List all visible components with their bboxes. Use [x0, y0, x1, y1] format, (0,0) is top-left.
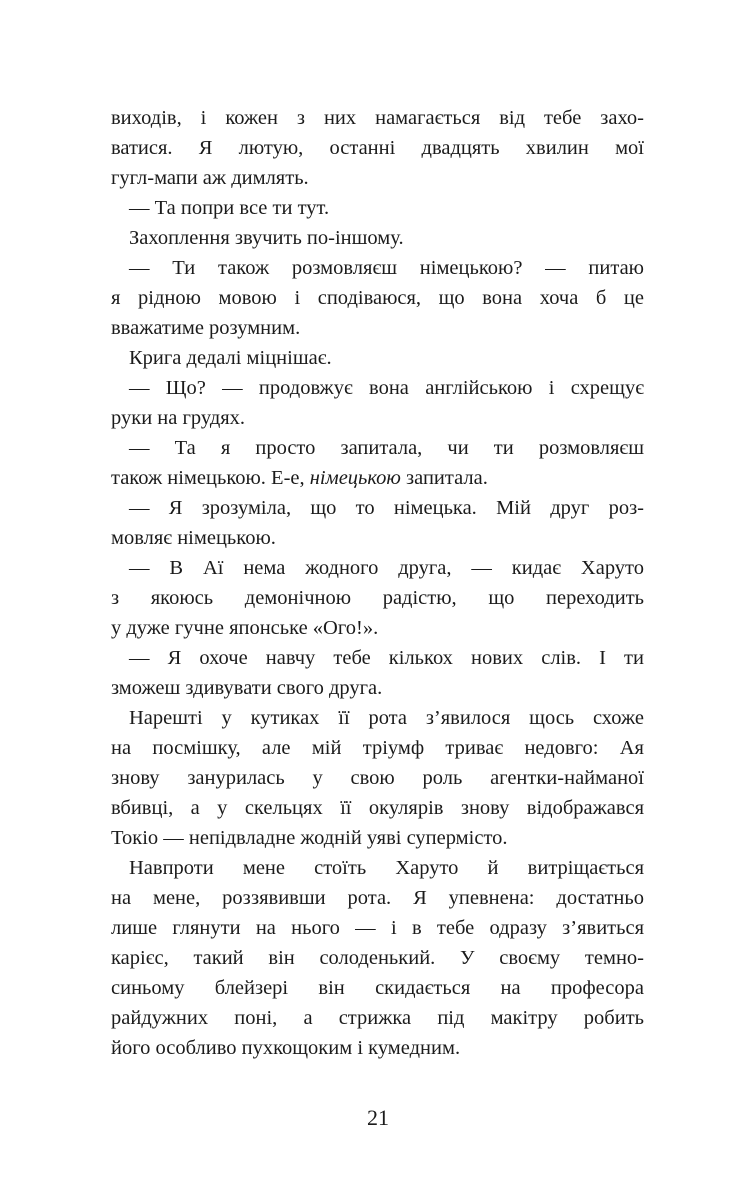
- text-line: [111, 643, 644, 673]
- text-segment: Навпроти мене стоїть Харуто й витріщається: [129, 857, 644, 879]
- text-segment: виходів, і кожен з них намагається від тебе захо-: [111, 107, 644, 129]
- text-line: [111, 943, 644, 973]
- text-line: [111, 433, 644, 463]
- text-line: [111, 973, 644, 1003]
- text-line: [111, 463, 644, 493]
- text-line: [111, 193, 644, 223]
- text-line: [111, 673, 644, 703]
- text-segment: синьому блейзері він скидається на професора: [111, 977, 644, 999]
- text-segment: — Та попри все ти тут.: [129, 197, 330, 219]
- text-segment: я рідною мовою і сподіваюся, що вона хоча б це: [111, 287, 644, 309]
- text-line: [111, 793, 644, 823]
- text-segment: — В Аї нема жодного друга, — кидає Харуто: [129, 557, 644, 579]
- text-segment: у дуже гучне японське «Ого!».: [111, 617, 379, 639]
- text-segment: — Я зрозуміла, що то німецька. Мій друг роз-: [129, 497, 644, 519]
- text-segment: руки на грудях.: [111, 407, 246, 429]
- text-line: [111, 913, 644, 943]
- text-line: [111, 103, 644, 133]
- text-segment: гугл-мапи аж димлять.: [111, 167, 309, 189]
- text-segment: — Ти також розмовляєш німецькою? — питаю: [129, 257, 644, 279]
- text-line: [111, 283, 644, 313]
- text-segment: — Я охоче навчу тебе кількох нових слів. І ти: [129, 647, 644, 669]
- text-line: [111, 1033, 644, 1063]
- text-segment: вбивці, а у скельцях її окулярів знову відображався: [111, 797, 644, 819]
- text-line: [111, 883, 644, 913]
- italic-text: німецькою: [309, 467, 401, 489]
- text-line: [111, 133, 644, 163]
- text-line: [111, 583, 644, 613]
- text-line: [111, 853, 644, 883]
- text-segment: з якоюсь демонічною радістю, що переходить: [111, 587, 644, 609]
- text-line: [111, 703, 644, 733]
- page-number: 21: [367, 1105, 389, 1130]
- text-segment: знову занурилась у свою роль агентки-найманої: [111, 767, 644, 789]
- text-segment: його особливо пухкощоким і кумедним.: [111, 1037, 461, 1059]
- text-segment: також німецькою. Е-е,: [111, 467, 310, 489]
- text-segment: ватися. Я лютую, останні двадцять хвилин мої: [111, 137, 644, 159]
- text-segment: карієс, такий він солоденький. У своєму темно-: [111, 947, 644, 969]
- text-segment: вважатиме розумним.: [111, 317, 301, 339]
- text-segment: запитала.: [400, 467, 488, 489]
- text-segment: мовляє німецькою.: [111, 527, 276, 549]
- text-line: [111, 493, 644, 523]
- text-line: [111, 313, 644, 343]
- page-text: [111, 103, 644, 1063]
- text-segment: на мене, роззявивши рота. Я упевнена: достатньо: [111, 887, 644, 909]
- text-line: [111, 373, 644, 403]
- text-line: [111, 163, 644, 193]
- text-segment: Захоплення звучить по-іншому.: [129, 227, 404, 249]
- text-segment: райдужних поні, а стрижка під макітру робить: [111, 1007, 644, 1029]
- text-line: [111, 223, 644, 253]
- text-line: [111, 343, 644, 373]
- text-line: [111, 523, 644, 553]
- text-segment: на посмішку, але мій тріумф триває недовго: Ая: [111, 737, 644, 759]
- text-segment: — Що? — продовжує вона англійською і схрещує: [129, 377, 644, 399]
- text-line: [111, 403, 644, 433]
- text-segment: — Та я просто запитала, чи ти розмовляєш: [129, 437, 644, 459]
- text-segment: Нарешті у кутиках її рота з’явилося щось схоже: [129, 707, 644, 729]
- text-line: [111, 553, 644, 583]
- text-line: [111, 823, 644, 853]
- text-line: [111, 763, 644, 793]
- text-segment: Крига дедалі міцнішає.: [129, 347, 332, 369]
- text-line: [111, 1003, 644, 1033]
- text-line: [111, 733, 644, 763]
- text-line: [111, 613, 644, 643]
- text-line: [111, 253, 644, 283]
- text-segment: лише глянути на нього — і в тебе одразу з’явиться: [111, 917, 644, 939]
- text-segment: зможеш здивувати свого друга.: [111, 677, 383, 699]
- text-segment: Токіо — непідвладне жодній уяві супермісто.: [111, 827, 508, 849]
